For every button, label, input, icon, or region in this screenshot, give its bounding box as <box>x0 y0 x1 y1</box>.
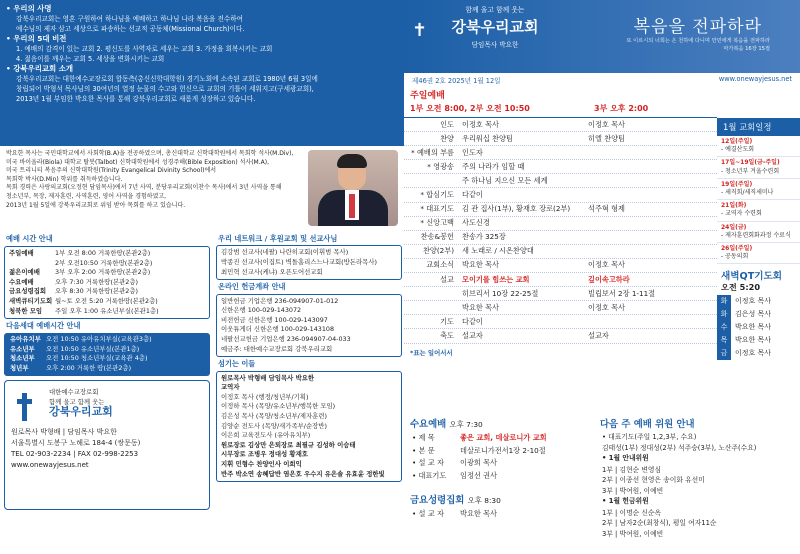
worship-row: 교회소식 박요한 목사 이정호 목사 <box>404 259 717 273</box>
middle-column <box>214 232 404 554</box>
event-item: 17일~19일(금-주일) - 청소년부 겨울수련회 <box>717 157 800 178</box>
intro-line: 2013년 1월 부임한 박요한 목사를 통해 강북우리교회로 새롭게 성장하고 있습니다. <box>16 95 256 103</box>
network-title: 우리 네트워크 / 후원교회 및 선교사님 <box>218 234 338 243</box>
mission-line: 예수님의 제자 삼고 세상으로 파송하는 선교적 공동체(Missional Church)이다. <box>16 25 245 33</box>
event-item: 12일(주일) - 예결산도회 <box>717 136 800 157</box>
pastor-bio-section <box>0 146 404 228</box>
schedule-title: 예배 시간 안내 <box>6 234 53 243</box>
qt-time: 오전 5:20 <box>721 282 761 293</box>
issue-bar <box>404 73 800 85</box>
schedule-box <box>4 246 210 319</box>
next-week-line: 1부 | 김현순 변영심 <box>602 465 662 474</box>
church-pastor: 담임목사 박요한 <box>471 41 519 49</box>
month-schedule-title: 1월 교회일정 <box>717 118 800 136</box>
weekday-worship <box>404 412 594 554</box>
worship-row: 찬양(2부) 새 노래로 / 시온찬양대 <box>404 245 717 259</box>
intro-line: 창립되어 박형석 목사님의 30여년의 열정 눈물의 수고와 헌신으로 교회의 기틀이 세워지고(구세광교회), <box>16 85 314 93</box>
servants-box: 원로목사 박형배 담임목사 박요한 교역자 이정호 목사 (행정/청년부/기획) 이정하 목사 (목양/유소년부/행복한 모임) 김은성 목사 (목양/청소년부/제자훈련) 김양순 전도사 (목양/새가족부/순장반) 이은희 교육전도사 (유아유치부) 원로장로 김상만 은퇴장로 최필규 김성하 이승태 시무장로 조병우 정대성 황재호 지휘 민형수 찬양인사 이희익 반주 박소연 송혜답반 염은호 우수지 유은솔 유효윤 정한빛 <box>216 371 402 483</box>
worship-row: * 영광송 주의 나라가 임할 때 <box>404 160 717 174</box>
vision-line: 4. 젊음이를 깨우는 교회 5. 세상을 변화시키는 교회 <box>16 55 165 63</box>
event-item: 24일(금) - 제자훈련회화과정 수료식 <box>717 222 800 243</box>
schedule-row: 새벽큐티기도회 월~토 오전 5:20 거룩한땅(본관2층) <box>9 296 158 305</box>
schedule-row: 금요성령집회 오후 8:30 거룩한땅(본관2층) <box>9 287 139 296</box>
church-card <box>4 380 210 510</box>
network-box: 김강범 선교사(네팔) 나란히교회(이휘범 목사) 박종진 선교사(이집트) 벽돌홈리스느나교회(방돈라목사) 최민혁 선교사(케냐) 오픈도어선교회 <box>216 245 402 280</box>
right-column <box>717 88 800 410</box>
weekday-title: 다음세대 예배시간 안내 <box>6 321 81 331</box>
card-church-name: 강북우리교회 <box>49 404 113 418</box>
weekday-row: 유소년부 오전 10:50 유소년부실(본관1층) <box>10 344 140 353</box>
event-item: 26일(주일) - 공동의회 <box>717 243 800 264</box>
slogan: 복음을 전파하라 <box>633 17 762 37</box>
church-info-panel <box>0 0 404 146</box>
worship-row: 히브리서 10장 22-25절 빌립보서 2장 1-11절 <box>404 287 717 301</box>
mission-title: • 우리의 사명 <box>6 4 52 13</box>
next-week-title: 다음 주 예배 위원 안내 <box>600 419 695 430</box>
weekday-row: 유아유치부 오전 10:50 유아유치부실(교육관3층) <box>10 335 152 344</box>
wednesday-row: • 대표기도 임정선 권사 <box>412 470 498 480</box>
worship-row: 기도 다같이 <box>404 315 717 329</box>
standing-note: *표는 일어서서 <box>410 348 453 357</box>
event-item: 19일(주일) - 세직회/세직세미나 <box>717 179 800 200</box>
intro-title: • 강북우리교회 소개 <box>6 64 73 73</box>
worship-row: 찬송&봉헌 찬송가 325장 <box>404 231 717 245</box>
card-tagline: 함께 울고 함께 웃는 <box>49 397 105 406</box>
qt-row: 금 이정호 목사 <box>717 347 800 360</box>
next-week-line: • 대표기도(주일 1,2,3부, 수요) <box>602 433 697 441</box>
worship-row: * 대표기도 김 관 집사(1부), 황재호 장로(2부) 석주혁 형제 <box>404 203 717 217</box>
church-tagline: 함께 울고 함께 웃는 <box>465 6 525 14</box>
schedule-row: 주일예배 1부 오전 8:00 거룩한땅(본관2층) <box>9 249 151 257</box>
card-address: 서울특별시 도봉구 노해로 184-4 (쌍문동) <box>11 438 141 447</box>
worship-row: * 예배의 부름 인도자 <box>404 146 717 160</box>
next-week-line: 3부 | 박여원, 이예빈 <box>602 486 664 495</box>
qt-title: 새벽QT기도회 <box>721 271 783 283</box>
next-week-line: 1부 | 이명순 신순옥 <box>602 508 662 517</box>
pastor-photo <box>308 150 398 226</box>
qt-row: 수 박요한 목사 <box>717 321 800 334</box>
church-logo-icon: ✝ <box>412 20 428 41</box>
wednesday-row: • 설 교 자 이광희 목사 <box>412 458 498 468</box>
next-week-line: 김태성(1부) 정대성(2부) 석주승(3부), 노산주(수요) <box>602 443 757 452</box>
weekday-row: 청소년부 오전 10:50 청소년부실(교육관 4층) <box>10 354 148 363</box>
offering-box: 일반헌금 기업은행 236-094907-01-012 신한은행 100-029-143072 비전헌금 신한은행 100-029-143097 이웃튜게더 신한은행 100-029-143108 네팔선교헌금 기업은행 236-094907-04-033 예금주: 대한예수교장로회 강북우리교회 <box>216 294 402 358</box>
intro-line: 강북우리교회는 대한예수교장로회 합동측(총신신학대학원) 경기노회에 소속된 교회로 1980년 6월 3일에 <box>16 75 318 83</box>
card-phone: TEL 02-903-2234 | FAX 02-998-2253 <box>11 449 139 458</box>
website-link[interactable]: www.onewayjesus.net <box>718 75 792 83</box>
cross-icon <box>17 393 31 421</box>
worship-order-table <box>404 117 717 344</box>
friday-row: • 설 교 자 박요한 목사 <box>412 509 498 519</box>
bible-verse: 또 이르시되 너희는 온 천하에 다니며 만민에게 복음을 전파하라 마가복음 16장 15절 <box>626 38 770 52</box>
schedule-row: 2부 오전10:50 거룩한땅(본관2층) <box>55 258 153 267</box>
mission-line: 강북우리교회는 영혼 구원하여 하나님을 예배하고 하나님 나라 복음을 전수하여 <box>16 15 243 23</box>
sermon-title-row: 설교 모이기를 힘쓰는 교회 깊이속고하라 <box>404 273 717 287</box>
wednesday-row: • 본 문 데살로니가전서1장 2-10절 <box>412 445 546 455</box>
schedule-row: 청북한 모임 주일 오후 1:00 유소년부실(본관1층) <box>9 306 159 315</box>
servants-title: 섬기는 이들 <box>218 359 256 369</box>
event-item: 21일(화) - 교역자 수련회 <box>717 200 800 221</box>
vision-line: 1. 예배의 감격이 있는 교회 2. 평신도를 사역자로 세우는 교회 3. 가정을 회복시키는 교회 <box>16 45 273 53</box>
qt-row: 화 이정호 목사 <box>717 295 800 308</box>
next-week-servants <box>594 412 800 554</box>
worship-row: 박요한 목사 이정호 목사 <box>404 301 717 315</box>
worship-row: 인도 이정호 목사 이정호 목사 <box>404 118 717 132</box>
schedule-row: 젊은이예배 3부 오후 2:00 거룩한땅(본관2층) <box>9 268 151 277</box>
card-denomination: 대한예수교장로회 <box>49 387 99 396</box>
card-web[interactable]: www.onewayjesus.net <box>11 460 89 469</box>
wednesday-title: 수요예배 오후 7:30 <box>410 419 483 430</box>
worship-row: * 신앙고백 사도신경 <box>404 217 717 231</box>
next-week-line: 3부 | 박여원, 이예빈 <box>602 529 664 538</box>
next-week-line: 2부 | 이종선 현영은 송이화 유선미 <box>602 476 705 485</box>
weekday-box <box>4 333 210 375</box>
vision-title: • 우리의 5대 비전 <box>6 34 67 43</box>
pastor-bio: 박요한 목사는 국민대학교에서 사회학(B.A)을 전공하였으며, 총신대학교 신학대학원에서 목회학 석사(M.Div), 미국 바이올라(Biola) 대학교 탈봇(Talbot) 신학대학원에서 성경주해(Bible Exposition) 석사(M.A), 미국 트리니티 복음주의 신학대학원(Trinity Evangelical Divinity School)에서 목회학 박사(D.Min) 학위를 취득하였습니다. 목회 경력은 사랑의교회(오정현 담임목사)에서 7년 사역, 분당우리교회(이찬수 목사)에서 3년 사역을 통해 청소년부, 목장, 제자훈련, 사역훈련, 영어 사역을 경험하였고, 2013년 1월 5일에 강북우리교회로 위임 받아 목회를 하고 있습니다. <box>6 150 294 209</box>
bulletin-header <box>404 0 800 85</box>
qt-row: 목 박요한 목사 <box>717 334 800 347</box>
offering-title: 온라인 헌금계좌 안내 <box>218 282 286 292</box>
card-pastor: 원로목사 박형배 | 담임목사 박요한 <box>11 427 117 436</box>
qt-row: 화 김은성 목사 <box>717 308 800 321</box>
friday-title: 금요성령집회 오후 8:30 <box>410 495 501 507</box>
schedule-row: 수요예배 오후 7:30 거룩한땅(본관2층) <box>9 277 139 286</box>
worship-header: 1부 오전 8:00, 2부 오전 10:50 3부 오후 2:00 <box>410 104 649 113</box>
wednesday-row: • 제 목 좋은 교회, 데살로니가 교회 <box>412 433 547 442</box>
sunday-worship <box>404 88 717 410</box>
worship-row: 주 하나님 지으신 모든 세계 <box>404 174 717 188</box>
next-week-heading: • 1월 헌금위원 <box>602 497 649 506</box>
worship-row: * 합심기도 다같이 <box>404 188 717 202</box>
left-column <box>0 232 214 554</box>
weekday-row: 청년부 오후 2:00 거룩한 땅(본관2층) <box>10 363 132 372</box>
worship-row: 축도 설교자 설교자 <box>404 329 717 343</box>
next-week-line: 2부 | 남자2순(최창식), 평일 여자11순 <box>602 519 717 528</box>
issue-number: 제46권 2호 2025년 1월 12일 <box>412 77 501 85</box>
worship-row: 찬양 우리워십 찬양팀 히엘 찬양팀 <box>404 132 717 146</box>
worship-title: 주일예배 <box>410 91 445 101</box>
church-name: 강북우리교회 <box>451 18 539 36</box>
next-week-heading: • 1월 안내위원 <box>602 454 649 463</box>
